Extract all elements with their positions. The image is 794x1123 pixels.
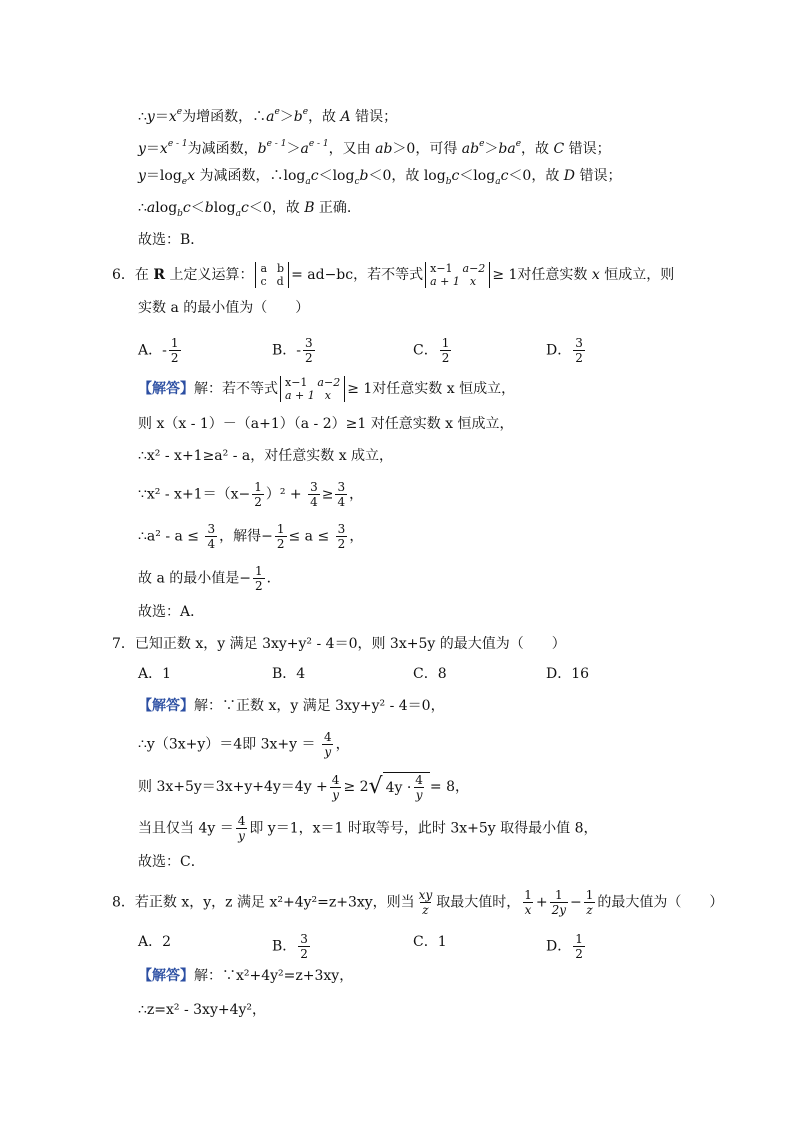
q8-option-a: A．2 <box>138 934 172 950</box>
q8-number: 8． <box>112 894 135 911</box>
q7-stem: 7．已知正数 x，y 满足 3xy+y² - 4＝0，则 3x+5y 的最大值为（ ） <box>112 636 566 652</box>
q6-solution-2: 则 x（x - 1）－（a+1）（a - 2）≥1 对任意实数 x 恒成立， <box>138 416 514 432</box>
prev-line-1: $\therefore y=x^e$为增函数，$\therefore a^e>b^e$，故 A 错误； <box>138 107 398 125</box>
q6-number: 6． <box>112 267 135 283</box>
q6-stem-2: 实数 a 的最小值为（ ） <box>138 300 310 316</box>
q6-stem: 6．在 R 上定义运算： a b c d = ad−bc，若不等式 x−1 a−2 a + 1 x ≥ 1对任意实数 x 恒成立，则 <box>112 262 675 288</box>
q8-option-c: C．1 <box>413 934 447 950</box>
q7-number: 7． <box>112 636 135 652</box>
q6-option-b: B．- $\frac{3}{2}$ <box>272 336 313 365</box>
q7-solution-3: 则 3x+5y＝3x+y+4y＝4y + $\frac{4}{y}$ ≥ 2 √ 4y · $\frac{4}{y}$ = 8， <box>138 772 470 802</box>
q6-option-d: D． $\frac{3}{2}$ <box>546 336 583 365</box>
q6-solution-6: 故 a 的最小值是− $\frac{1}{2}$ ． <box>138 564 281 593</box>
q8-solution-2: ∴z=x² - 3xy+4y²， <box>138 1002 267 1018</box>
solution-tag: 【解答】 <box>138 698 194 714</box>
q7-solution-1: 【解答】解：∵正数 x，y 满足 3xy+y² - 4＝0， <box>138 698 445 714</box>
solution-tag: 【解答】 <box>138 968 194 984</box>
q6-option-c: C． $\frac{1}{2}$ <box>413 336 450 365</box>
q6-solution-4: ∵x² - x+1＝（x− $\frac{1}{2}$ ）² + $\frac{3}{4}$ ≥ $\frac{3}{4}$ ， <box>138 480 364 509</box>
q8-stem: 8．若正数 x，y，z 满足 x²+4y²=z+3xy，则当 $\frac{xy}{z}$ 取最大值时， $\frac{1}{x}$ + $\frac{1}{2y}$ − $\frac{1}{z}$ 的最大值为（ ） <box>112 888 724 917</box>
q6-solution-5: ∴a² - a ≤ $\frac{3}{4}$ ，解得− $\frac{1}{2}$ ≤ a ≤ $\frac{3}{2}$ ， <box>138 522 364 551</box>
q7-solution-4: 当且仅当 4y ＝ $\frac{4}{y}$ 即 y＝1，x＝1 时取等号，此时 3x+5y 取得最小值 8， <box>138 814 598 843</box>
q6-solution-3: ∴x² - x+1≥a² - a，对任意实数 x 成立， <box>138 448 394 464</box>
q7-option-d: D．16 <box>546 666 590 682</box>
q7-option-a: A．1 <box>138 666 172 682</box>
q6-answer: 故选：A． <box>138 604 205 620</box>
q6-option-a: A．- $\frac{1}{2}$ <box>138 336 179 365</box>
determinant-ab: a b c d <box>255 262 289 288</box>
q7-option-c: C．8 <box>413 666 447 682</box>
determinant-x: x−1 a−2 a + 1 x <box>425 262 490 288</box>
q7-option-b: B．4 <box>272 666 306 682</box>
prev-line-3: $y=\log_ex$ 为减函数，$\therefore\log_ac<\log_cb<0$，故 $\log_bc<\log_ac<0$，故 D 错误； <box>138 168 622 187</box>
q7-answer: 故选：C． <box>138 854 205 870</box>
prev-line-2: $y=x^{e - 1}$为减函数，$b^{e - 1}>a^{e - 1}$，又由 ab＞0，可得 $ab^e>ba^e$，故 C 错误； <box>138 139 611 157</box>
q6-solution-1: 【解答】解：若不等式 x−1 a−2 a + 1 x ≥ 1对任意实数 x 恒成立， <box>138 376 516 402</box>
solution-tag: 【解答】 <box>138 381 194 397</box>
q8-solution-1: 【解答】解：∵x²+4y²=z+3xy， <box>138 968 354 984</box>
q8-option-b: B． $\frac{3}{2}$ <box>272 932 308 961</box>
q7-solution-2: ∴y（3x+y）＝4即 3x+y ＝ $\frac{4}{y}$ ， <box>138 730 350 759</box>
prev-line-4: ∴alog$_b$c＜blog$_a$c＜0，故 B 正确. <box>138 200 352 219</box>
prev-answer: 故选：B． <box>138 232 205 248</box>
q8-option-d: D． $\frac{1}{2}$ <box>546 932 583 961</box>
